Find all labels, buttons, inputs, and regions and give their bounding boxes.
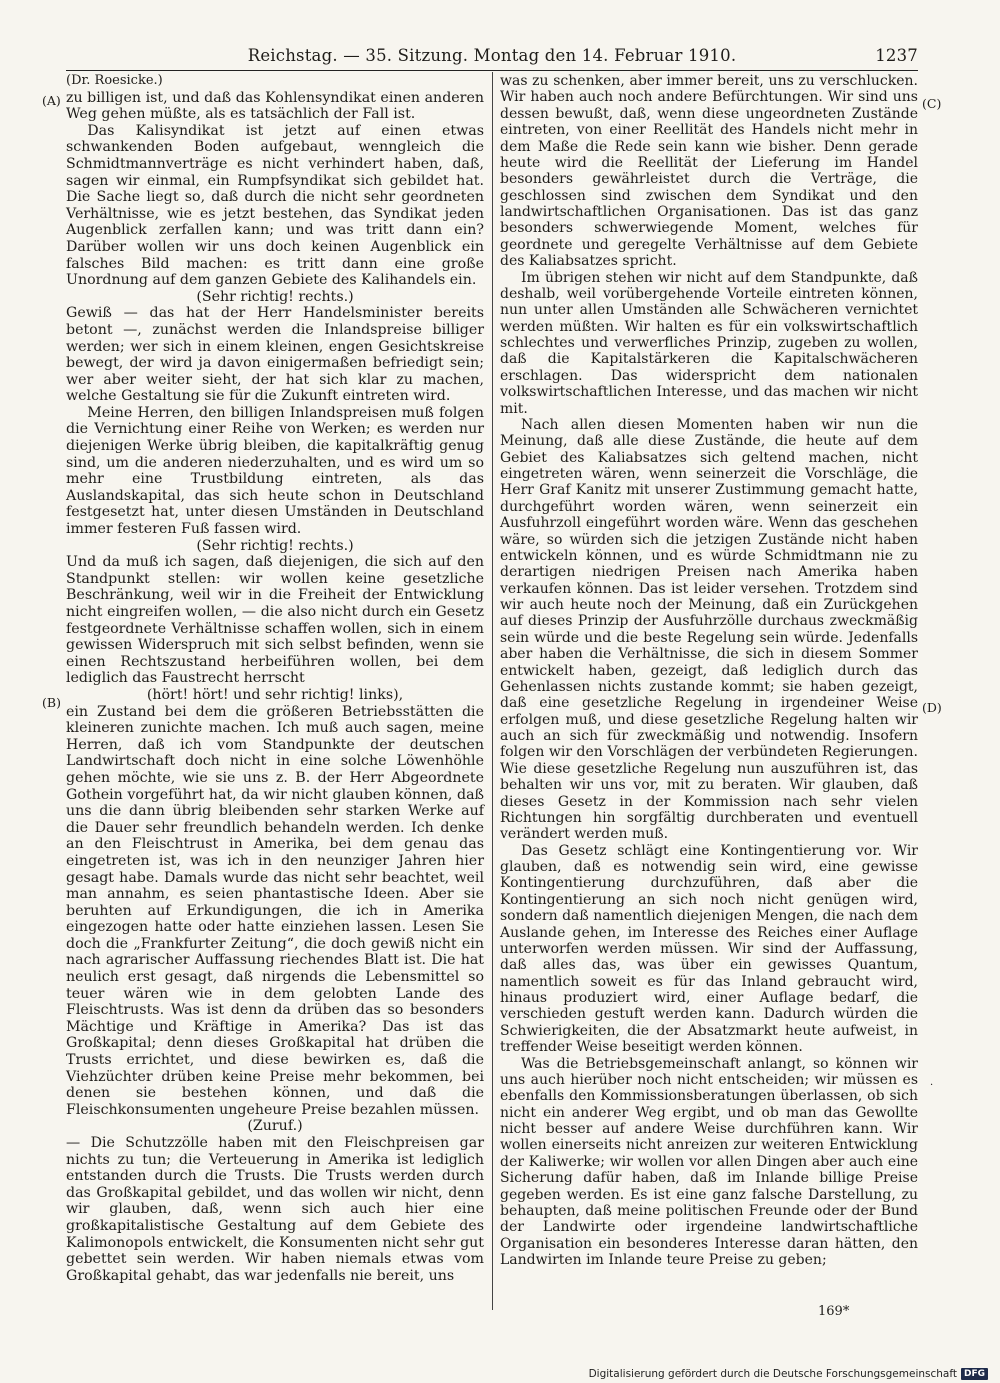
paragraph: Was die Betriebsgemeinschaft anlangt, so können wir uns auch hierüber noch nicht entscheiden; wir müssen es ebenfalls den Kommissionsberatungen überlassen, ob sich nicht ein anderer Weg ergibt, und ob man das Gewollte nicht besser auf andere Weise durchführen kann. Wir wollen einerseits nicht anreizen zur weiteren Entwicklung der Kaliwerke; wir wollen vor allen Dingen aber auch eine Sicherung dafür haben, daß im Inlande billige Preise gegeben werden. Es ist eine ganz falsche Darstellung, zu behaupten, daß meine politischen Freunde oder der Bund der Landwirte oder irgendeine landwirtschaftliche Organisation ein besonderes Interesse daran hätten, den Landwirten im Inlande teure Preise zu geben; bbox=[500, 1055, 918, 1268]
paragraph: Das Kalisyndikat ist jetzt auf einen etwas schwankenden Boden aufgebaut, wenngleich die Schmidtmannverträge es nicht verhindert haben, daß, sagen wir einmal, ein Rumpfsyndikat sich gebildet hat. Die Sache liegt so, daß durch die nicht sehr geordneten Verhältnisse, wie es jetzt bestehen, das Syndikat jeden Augenblick zerfallen kann; und was tritt dann ein? Darüber wollen wir uns doch keinen Augenblick ein falsches Bild machen: es tritt dann eine große Unordnung auf dem ganzen Gebiete des Kalihandels ein. bbox=[66, 122, 484, 289]
paragraph: Das Gesetz schlägt eine Kontingentierung vor. Wir glauben, daß es notwendig sein wird, eine gewisse Kontingentierung durchzuführen, daß aber die Kontingentierung an sich noch nicht genügen wird, sondern daß namentlich diejenigen Mengen, die nach dem Auslande gehen, im Interesse des Reiches einer Auflage unterworfen werden müssen. Wir sind der Auffassung, daß alles das, was über ein gewisses Quantum, namentlich soweit es für das Inland gebraucht wird, hinaus produziert wird, einer Auflage bedarf, die verschieden gestuft werden kann. Dadurch würden die Schwierigkeiten, die der Absatzmarkt heute aufweist, in treffender Weise beseitigt werden können. bbox=[500, 842, 918, 1056]
header-rule bbox=[66, 70, 918, 71]
running-head bbox=[66, 46, 918, 70]
paragraph: Gewiß — das hat der Herr Handelsminister bereits betont —, zunächst werden die Inlandspreise billiger werden; wer sich in einem kleinen, engen Gesichtskreise bewegt, der wird ja davon einigermaßen befriedigt sein; wer aber weiter sieht, der hat sich klar zu machen, welche Gestaltung sie für die Zukunft eintreten wird. bbox=[66, 305, 484, 405]
interjection: (Sehr richtig! rechts.) bbox=[196, 537, 354, 554]
paragraph: Meine Herren, den billigen Inlandspreisen muß folgen die Vernichtung einer Reihe von Werken; es werden nur diejenigen Werke übrig bleiben, die kapitalkräftig genug sind, um die anderen niederzuhalten, und es wird um so mehr eine Trustbildung eintreten, als das Auslandskapital, das sich heute schon in Deutschland festgesetzt hat, unter diesen Umständen in Deutschland immer festeren Fuß fassen wird. bbox=[66, 404, 484, 538]
credit-text: Digitalisierung gefördert durch die Deutsche Forschungsgemeinschaft bbox=[588, 1368, 957, 1380]
interjection: (hört! hört! und sehr richtig! links), bbox=[146, 686, 404, 703]
margin-letter-a: (A) bbox=[42, 93, 61, 108]
paragraph: Und da muß ich sagen, daß diejenigen, die sich auf den Standpunkt stellen: wir wollen keine gesetzliche Beschränkung, weil wir in die Freiheit der Entwicklung nicht eingreifen wollen, — die also nicht durch ein Gesetz festgeordnete Verhältnisse schaffen wollen, sich in einem gewissen Widerspruch mit sich selbst befinden, wenn sie einen Rechtszustand herbeiführen wollen, bei dem lediglich das Faustrecht herrscht bbox=[66, 554, 484, 687]
paragraph: was zu schenken, aber immer bereit, uns zu verschlucken. Wir haben auch noch andere Befürchtungen. Wir sind uns dessen bewußt, daß, wenn diese ungeordneten Zustände eintreten, von einer Reellität des Handels nicht mehr in dem Maße die Rede sein kann wie bisher. Denn gerade heute wird die Reellität der Lieferung im Handel besonders gewährleistet durch die Verträge, die geschlossen sind zwischen dem Syndikat und den landwirtschaftlichen Organisationen. Das ist das ganz besonders schwerwiegende Moment, welches für geordnete und geregelte Verhältnisse auf dem Gebiete des Kaliabsatzes spricht. bbox=[500, 73, 918, 270]
left-column bbox=[66, 73, 484, 1284]
running-title: Reichstag. — 35. Sitzung. Montag den 14. Februar 1910. bbox=[247, 46, 737, 65]
paragraph: — Die Schutzzölle haben mit den Fleischpreisen gar nichts zu tun; die Verteuerung in Amerika ist lediglich entstanden durch die Trusts. Die Trusts werden durch das Großkapital gebildet, und das wollen wir nicht, denn wir glauben, daß, wenn sich auch hier eine großkapitalistische Gestaltung auf dem Gebiete des Kalimonopols entwickelt, die Konsumenten nicht sehr gut gebettet sein werden. Wir haben niemals etwas vom Großkapital gehabt, das war jedenfalls nie bereit, uns bbox=[66, 1135, 484, 1284]
page-number: 1237 bbox=[875, 46, 918, 65]
speaker-note: (Dr. Roesicke.) bbox=[66, 73, 163, 88]
digitization-credit bbox=[589, 1368, 988, 1380]
margin-letter-d: (D) bbox=[922, 700, 942, 715]
right-column bbox=[500, 73, 918, 1268]
interjection: (Zuruf.) bbox=[247, 1118, 303, 1135]
margin-letter-c: (C) bbox=[922, 96, 942, 111]
margin-mark: · bbox=[930, 1080, 934, 1091]
interjection: (Sehr richtig! rechts.) bbox=[196, 288, 354, 305]
paragraph: zu billigen ist, und daß das Kohlensyndikat einen anderen Weg gehen müßte, als es tatsächlich der Fall ist. bbox=[66, 89, 484, 123]
dfg-logo: DFG bbox=[961, 1368, 988, 1380]
margin-letter-b: (B) bbox=[42, 695, 61, 710]
column-divider bbox=[492, 72, 493, 1310]
signature-mark: 169* bbox=[818, 1304, 850, 1319]
paragraph: Im übrigen stehen wir nicht auf dem Standpunkte, daß deshalb, weil vorübergehende Vorteile eintreten können, nun unter allen Umständen alle Schwächeren vernichtet werden müßten. Wir halten es für ein volkswirtschaftlich schlechtes und verwerfliches Prinzip, zugeben zu wollen, daß die Kapitalstärkeren die Kapitalschwächeren erschlagen. Das widerspricht dem nationalen volkswirtschaftlichen Interesse, und das machen wir nicht mit. bbox=[500, 269, 918, 417]
paragraph: ein Zustand bei dem die größeren Betriebsstätten die kleineren zunichte machen. Ich muß auch sagen, meine Herren, daß ich vom Standpunkte der deutschen Landwirtschaft doch nicht in eine solche Löwenhöhle gehen möchte, wie sie uns z. B. der Herr Abgeordnete Gothein vorgeführt hat, da wir nicht glauben können, daß uns die dann übrig bleibenden sehr starken Werke auf die Dauer sehr freundlich behandeln werden. Ich denke an den Fleischtrust in Amerika, bei dem genau das eingetreten ist, was ich in den neunziger Jahren hier gesagt habe. Damals wurde das nicht sehr beachtet, weil man annahm, es seien phantastische Ideen. Aber sie beruhten auf Erkundigungen, die ich in Amerika eingezogen hatte oder hatte einziehen lassen. Lesen Sie doch die „Frankfurter Zeitung“, die doch gewiß nicht ein nach agrarischer Auffassung riechendes Blatt ist. Die hat neulich erst gesagt, daß nirgends die Lebensmittel so teuer wären wie in dem gelobten Lande des Fleischtrusts. Was ist denn da drüben das so besonders Mächtige und Kräftige in Amerika? Das ist das Großkapital; denn dieses Großkapital hat drüben die Trusts errichtet, und diese bewirken es, daß die Viehzüchter drüben keine Preise mehr bekommen, bei denen sie bestehen können, und daß die Fleischkonsumenten ungeheure Preise bezahlen müssen. bbox=[66, 703, 484, 1118]
paragraph: Nach allen diesen Momenten haben wir nun die Meinung, daß alle diese Zustände, die heute auf dem Gebiet des Kaliabsatzes sich geltend machen, nicht eingetreten wären, wenn seinerzeit die Vorschläge, die Herr Graf Kanitz mit unserer Zustimmung gemacht hatte, durchgeführt worden wären, wenn seinerzeit ein Ausfuhrzoll eingeführt worden wäre. Wenn das geschehen wäre, so würden sich die jetzigen Zustände nicht haben entwickeln können, und es würde Schmidtmann nie zu derartigen niedrigen Preisen nach Amerika haben verkaufen können. Das ist leider versehen. Trotzdem sind wir auch heute noch der Meinung, daß ein Zurückgehen auf dieses Prinzip der Ausfuhrzölle durchaus zweckmäßig sein würde und die beste Regelung sein würde. Jedenfalls aber haben die Verhältnisse, die sich in diesem Sommer entwickelt haben, gezeigt, daß lediglich durch das Gehenlassen nichts zustande kommt; sie haben gezeigt, daß eine gesetzliche Regelung in irgendeiner Weise erfolgen muß, und diese gesetzliche Regelung halten wir auch an sich für zweckmäßig und notwendig. Insofern folgen wir den Vorschlägen der verbündeten Regierungen. Wie diese gesetzliche Regelung nun auszuführen ist, das behalten wir uns vor, mit zu beraten. Wir glauben, daß dieses Gesetz in der Kommission nach sehr vielen Richtungen hin sorgfältig durchberaten und eventuell verändert werden muß. bbox=[500, 416, 918, 843]
